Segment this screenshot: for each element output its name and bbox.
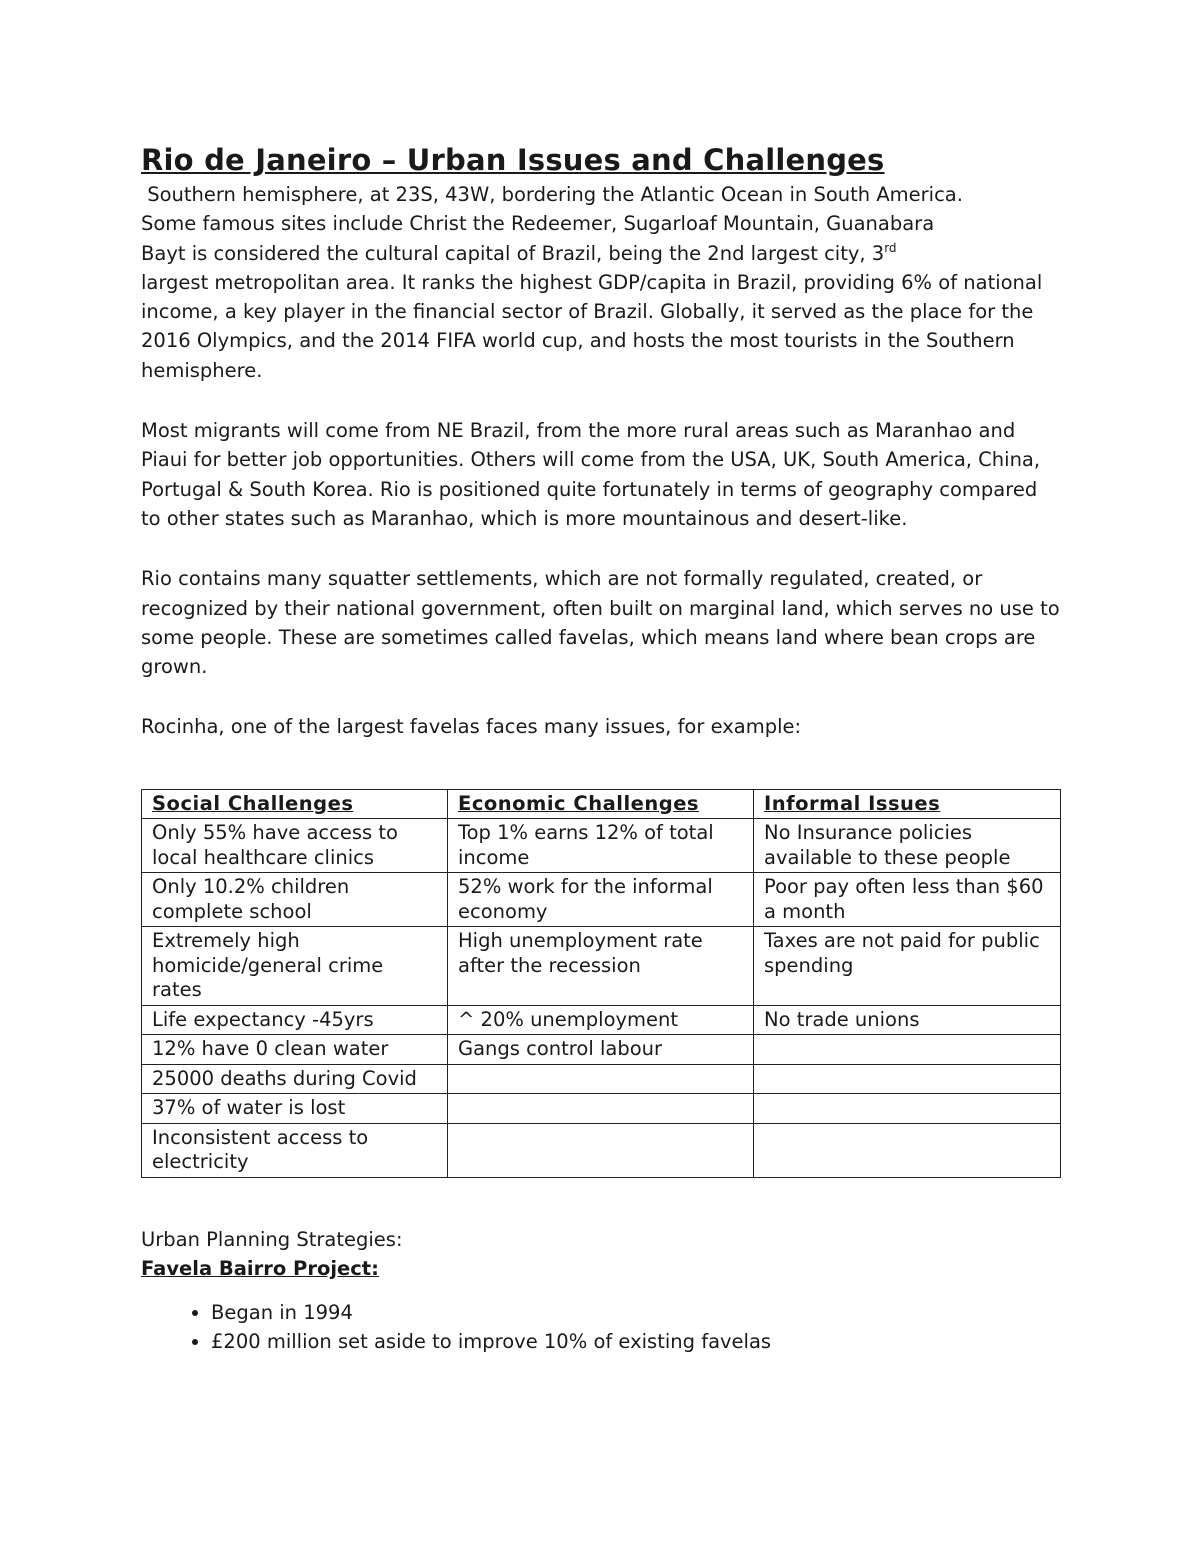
list-item: • £200 million set aside to improve 10% of existing favelas [211, 1327, 1061, 1356]
table-cell [754, 1094, 1061, 1124]
table-cell [448, 1094, 754, 1124]
migration-paragraph: Most migrants will come from NE Brazil, from the more rural areas such as Maranhao and Piaui for better job opportunities. Others will come from the USA, UK, South America, China, Portugal & South Korea. Rio is positioned quite fortunately in terms of geography compared to other states such as Maranhao, which is more mountainous and desert-like. [141, 419, 1041, 530]
document-page [141, 140, 1061, 1356]
table-row [142, 1035, 1061, 1065]
table-cell: Life expectancy -45yrs [142, 1005, 448, 1035]
superscript-rd: rd [884, 240, 897, 255]
intro-paragraph [141, 180, 1061, 385]
table-cell: Inconsistent access to electricity [142, 1123, 448, 1177]
strategies-label: Urban Planning Strategies: [141, 1227, 403, 1251]
table-cell: No trade unions [754, 1005, 1061, 1035]
table-cell: 37% of water is lost [142, 1094, 448, 1124]
table-cell: Gangs control labour [448, 1035, 754, 1065]
table-cell: ^ 20% unemployment [448, 1005, 754, 1035]
list-item: • Began in 1994 [211, 1298, 1061, 1327]
intro-line-1: Southern hemisphere, at 23S, 43W, bordering the Atlantic Ocean in South America. [141, 183, 963, 206]
table-cell: No Insurance policies available to these people [754, 819, 1061, 873]
rocinha-paragraph: Rocinha, one of the largest favelas faces many issues, for example: [141, 715, 802, 739]
intro-line-3: Bayt is considered the cultural capital of Brazil, being the 2nd largest city, 3 [141, 241, 885, 265]
table-row [142, 873, 1061, 927]
table-cell: 52% work for the informal economy [448, 873, 754, 927]
squatter-paragraph: Rio contains many squatter settlements, which are not formally regulated, created, or recognized by their national government, often built on marginal land, which serves no use to some people. These are sometimes called favelas, which means land where bean crops are grown. [141, 567, 1060, 679]
project-bullet-list [141, 1298, 1061, 1356]
table-cell: 12% have 0 clean water [142, 1035, 448, 1065]
table-cell [754, 1123, 1061, 1177]
table-cell: Poor pay often less than $60 a month [754, 873, 1061, 927]
table-cell: Only 10.2% children complete school [142, 873, 448, 927]
table-row [142, 1123, 1061, 1177]
table-cell [448, 1064, 754, 1094]
table-cell: Extremely high homicide/general crime rates [142, 927, 448, 1006]
table-cell: Top 1% earns 12% of total income [448, 819, 754, 873]
header-informal: Informal Issues [754, 789, 1061, 819]
table-cell: Taxes are not paid for public spending [754, 927, 1061, 1006]
intro-line-2: Some famous sites include Christ the Redeemer, Sugarloaf Mountain, Guanabara [141, 212, 935, 236]
table-row [142, 819, 1061, 873]
challenges-table [141, 789, 1061, 1178]
header-social: Social Challenges [142, 789, 448, 819]
table-row [142, 1005, 1061, 1035]
table-cell: High unemployment rate after the recession [448, 927, 754, 1006]
table-cell [754, 1035, 1061, 1065]
project-title: Favela Bairro Project: [141, 1257, 379, 1281]
table-cell [448, 1123, 754, 1177]
table-cell [754, 1064, 1061, 1094]
table-row [142, 1094, 1061, 1124]
header-economic: Economic Challenges [448, 789, 754, 819]
table-header-row [142, 789, 1061, 819]
table-cell: 25000 deaths during Covid [142, 1064, 448, 1094]
table-row [142, 1064, 1061, 1094]
intro-rest: largest metropolitan area. It ranks the highest GDP/capita in Brazil, providing 6% of national income, a key player in the financial sector of Brazil. Globally, it served as the place for the 2016 Olympics, and the 2014 FIFA world cup, and hosts the most tourists in the Southern hemisphere. [141, 270, 1043, 382]
document-title: Rio de Janeiro – Urban Issues and Challenges [141, 143, 885, 177]
table-row [142, 927, 1061, 1006]
table-cell: Only 55% have access to local healthcare clinics [142, 819, 448, 873]
